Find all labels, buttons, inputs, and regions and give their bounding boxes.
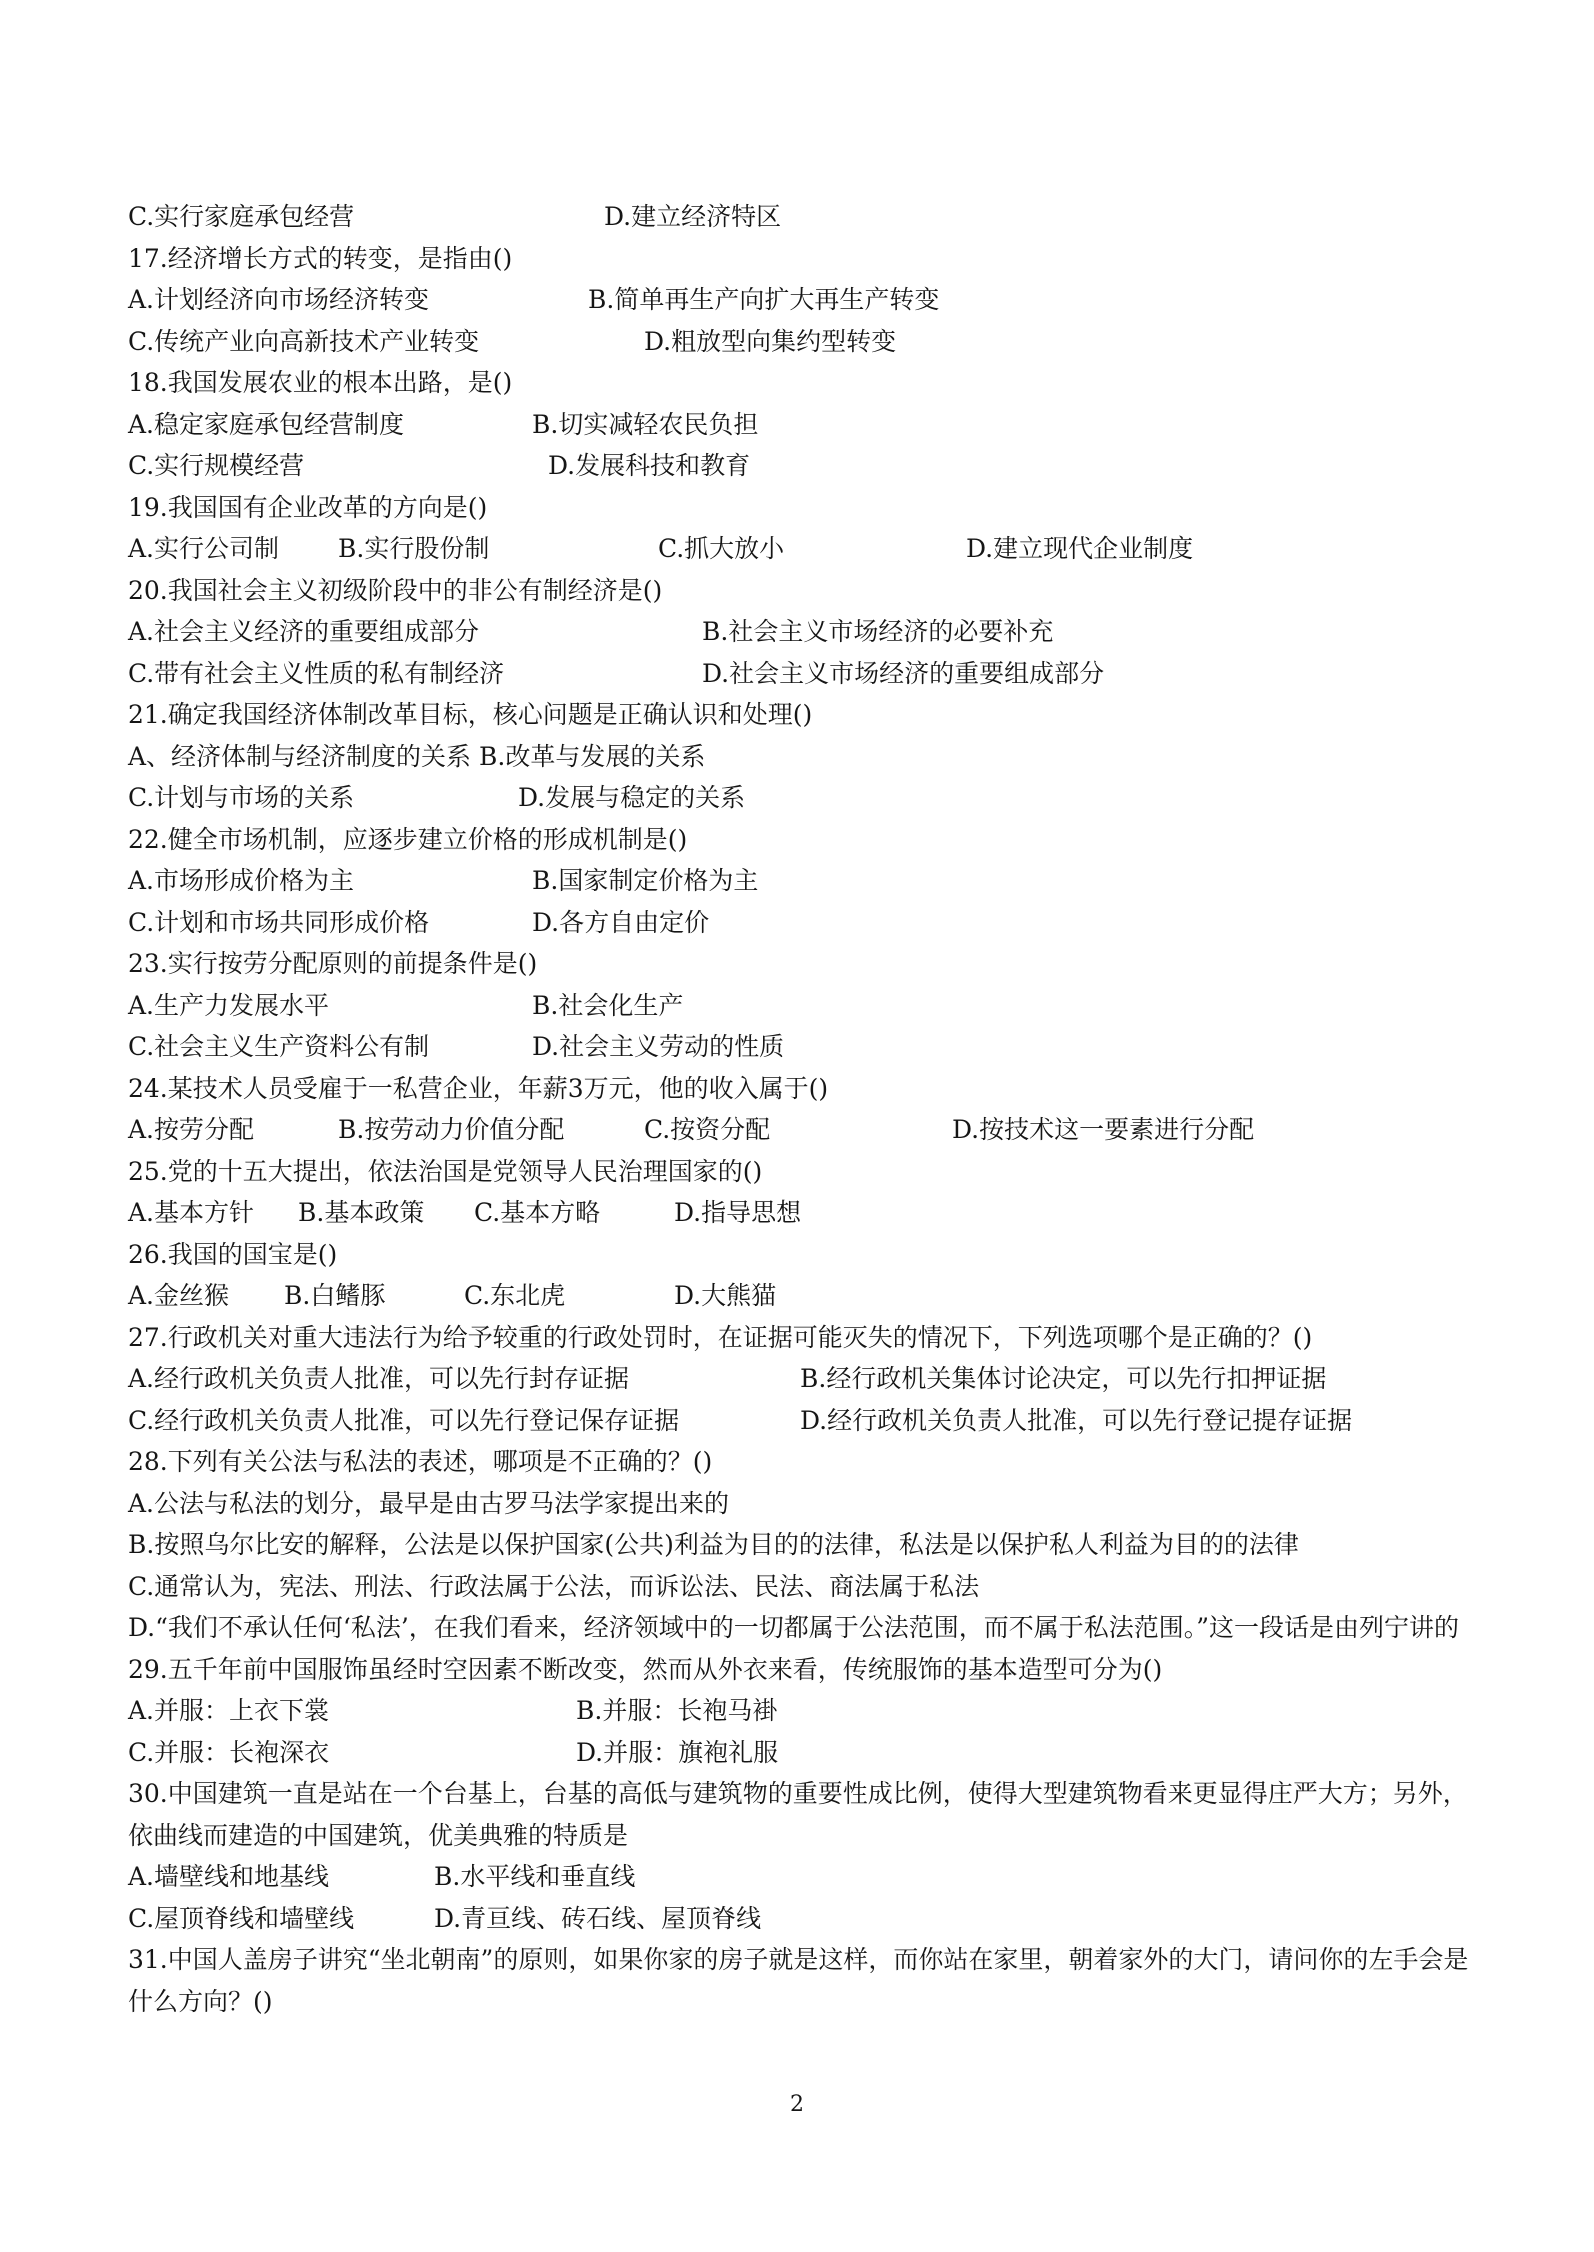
- option: A.金丝猴: [128, 1281, 230, 1310]
- question-27: 27.行政机关对重大违法行为给予较重的行政处罚时，在证据可能灭失的情况下，下列选项哪个是正确的？(): [128, 1322, 1313, 1352]
- option: B.白鳍豚: [284, 1281, 386, 1310]
- option-row: [128, 321, 1488, 363]
- option: C.抓大放小: [658, 534, 785, 563]
- option: D.发展与稳定的关系: [518, 783, 746, 812]
- option-row: [128, 653, 1488, 695]
- option: D.粗放型向集约型转变: [644, 326, 897, 356]
- option: B.经行政机关集体讨论决定，可以先行扣押证据: [800, 1364, 1327, 1393]
- page-number: 2: [790, 2092, 804, 2117]
- option: D.大熊猫: [674, 1281, 777, 1310]
- question-28: 28.下列有关公法与私法的表述，哪项是不正确的？(): [128, 1447, 713, 1476]
- option-row: [128, 611, 1488, 653]
- option: C.计划与市场的关系: [128, 783, 355, 812]
- option-row: [128, 777, 1488, 819]
- option-row: [128, 1192, 1488, 1234]
- question-19: 19.我国国有企业改革的方向是(): [128, 492, 488, 522]
- question-26: 26.我国的国宝是(): [128, 1239, 338, 1269]
- option: C.传统产业向高新技术产业转变: [128, 326, 480, 356]
- option: A.经行政机关负责人批准，可以先行封存证据: [128, 1364, 630, 1393]
- question-29: 29.五千年前中国服饰虽经时空因素不断改变，然而从外衣来看，传统服饰的基本造型可分为(): [128, 1654, 1163, 1684]
- option: C.经行政机关负责人批准，可以先行登记保存证据: [128, 1405, 680, 1435]
- option: D.经行政机关负责人批准，可以先行登记提存证据: [800, 1405, 1353, 1435]
- option: B.按劳动力价值分配: [338, 1115, 565, 1144]
- option: C.带有社会主义性质的私有制经济: [128, 658, 505, 688]
- question-25: 25.党的十五大提出，依法治国是党领导人民治理国家的(): [128, 1156, 763, 1186]
- option: D.“我们不承认任何‘私法’，在我们看来，经济领域中的一切都属于公法范围，而不属于私法范围。”这一段话是由列宁讲的: [128, 1613, 1460, 1642]
- option: D.按技术这一要素进行分配: [952, 1115, 1255, 1144]
- question-18: 18.我国发展农业的根本出路，是(): [128, 368, 513, 397]
- option-row: [128, 985, 1488, 1027]
- option-row: [128, 1400, 1488, 1442]
- option-row: [128, 279, 1488, 321]
- option-row: [128, 1898, 1488, 1940]
- option: C.屋顶脊线和墙壁线: [128, 1903, 355, 1933]
- option: B.基本政策: [298, 1198, 425, 1227]
- option-row: [128, 404, 1488, 446]
- question-30: 30.中国建筑一直是站在一个台基上，台基的高低与建筑物的重要性成比例，使得大型建筑物看来更显得庄严大方；另外，依曲线而建造的中国建筑，优美典雅的特质是: [128, 1779, 1468, 1850]
- option: A.墙壁线和地基线: [128, 1862, 330, 1891]
- option-row: [128, 196, 1488, 238]
- option: D.青亘线、砖石线、屋顶脊线: [434, 1903, 762, 1933]
- option-row: [128, 1732, 1488, 1774]
- option: C.实行家庭承包经营: [128, 202, 355, 231]
- option: A.实行公司制: [128, 534, 280, 563]
- option: D.建立现代企业制度: [966, 534, 1194, 563]
- option: A.基本方针: [128, 1198, 255, 1227]
- option: D.指导思想: [674, 1198, 802, 1227]
- option: A.生产力发展水平: [128, 990, 330, 1020]
- option: B.实行股份制: [338, 534, 490, 563]
- question-21: 21.确定我国经济体制改革目标，核心问题是正确认识和处理(): [128, 700, 813, 729]
- question-22: 22.健全市场机制，应逐步建立价格的形成机制是(): [128, 824, 688, 854]
- option: B.社会化生产: [532, 990, 684, 1020]
- option: A.公法与私法的划分，最早是由古罗马法学家提出来的: [128, 1488, 730, 1518]
- option: C.社会主义生产资料公有制: [128, 1032, 430, 1061]
- option: C.按资分配: [644, 1115, 771, 1144]
- option: B.切实减轻农民负担: [532, 409, 759, 439]
- option: D.发展科技和教育: [548, 451, 751, 480]
- option: D.建立经济特区: [604, 202, 782, 231]
- option: B.社会主义市场经济的必要补充: [702, 617, 1054, 646]
- option: C.东北虎: [464, 1281, 566, 1310]
- option: A.计划经济向市场经济转变: [128, 285, 430, 314]
- option: D.各方自由定价: [532, 907, 710, 937]
- question-20: 20.我国社会主义初级阶段中的非公有制经济是(): [128, 575, 663, 605]
- option: C.通常认为，宪法、刑法、行政法属于公法，而诉讼法、民法、商法属于私法: [128, 1571, 980, 1601]
- option-row: [128, 1275, 1488, 1317]
- question-23: 23.实行按劳分配原则的前提条件是(): [128, 949, 538, 978]
- option: B.水平线和垂直线: [434, 1862, 636, 1891]
- option: B.简单再生产向扩大再生产转变: [588, 285, 940, 314]
- option-row: [128, 1109, 1488, 1151]
- option: C.实行规模经营: [128, 451, 305, 480]
- question-31: 31.中国人盖房子讲究“坐北朝南”的原则，如果你家的房子就是这样，而你站在家里，朝着家外的大门，请问你的左手会是什么方向？(): [128, 1945, 1469, 2016]
- option: D.社会主义劳动的性质: [532, 1032, 785, 1061]
- option: D.并服：旗袍礼服: [576, 1737, 779, 1767]
- option-row: [128, 1026, 1488, 1068]
- option: C.并服：长袍深衣: [128, 1737, 330, 1767]
- option-row: [128, 1856, 1488, 1898]
- option-row: [128, 445, 1488, 487]
- option-row: [128, 860, 1488, 902]
- option: A、经济体制与经济制度的关系 B.改革与发展的关系: [128, 741, 706, 771]
- option: C.计划和市场共同形成价格: [128, 907, 430, 937]
- option-row: [128, 736, 1488, 778]
- option-row: [128, 1690, 1488, 1732]
- question-list: [128, 196, 1488, 2022]
- option: A.按劳分配: [128, 1115, 255, 1144]
- option: C.基本方略: [474, 1198, 601, 1227]
- option: D.社会主义市场经济的重要组成部分: [702, 658, 1105, 688]
- option: A.并服：上衣下裳: [128, 1696, 330, 1725]
- option: A.稳定家庭承包经营制度: [128, 409, 405, 439]
- option: B.按照乌尔比安的解释，公法是以保护国家(公共)利益为目的的法律，私法是以保护私人利益为目的的法律: [128, 1530, 1299, 1559]
- option-row: [128, 902, 1488, 944]
- question-17: 17.经济增长方式的转变，是指由(): [128, 243, 513, 273]
- option: A.社会主义经济的重要组成部分: [128, 617, 480, 646]
- option: B.并服：长袍马褂: [576, 1696, 778, 1725]
- option: A.市场形成价格为主: [128, 866, 355, 895]
- option-row: [128, 528, 1488, 570]
- question-24: 24.某技术人员受雇于一私营企业，年薪3万元，他的收入属于(): [128, 1073, 829, 1103]
- option: B.国家制定价格为主: [532, 866, 759, 895]
- option-row: [128, 1358, 1488, 1400]
